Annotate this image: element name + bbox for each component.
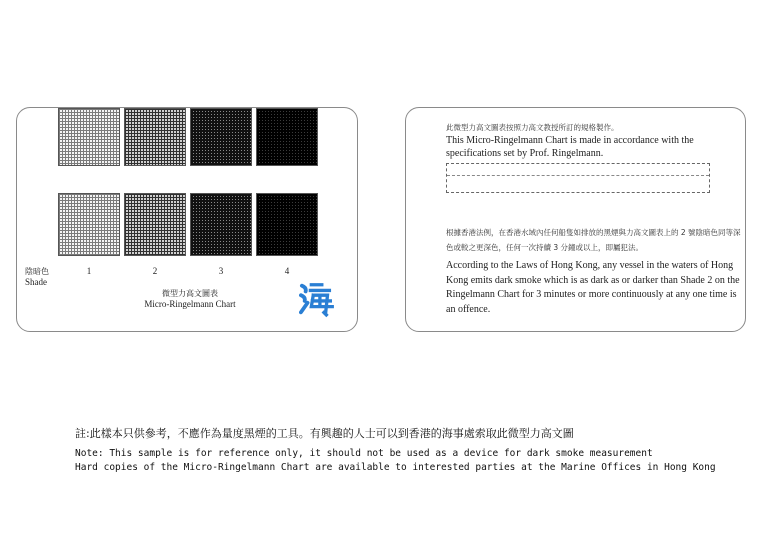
chart-title-zh: 微型力高文圖表 xyxy=(162,289,218,298)
shade-number-4: 4 xyxy=(284,266,290,276)
shade-2-swatch-top xyxy=(124,108,186,166)
blank-dashed-box xyxy=(446,163,710,193)
footer-note-en-line2: Hard copies of the Micro-Ringelmann Chart are available to interested parties at the Marine Offices in Hong Kong xyxy=(75,462,716,473)
shade-number-2: 2 xyxy=(152,266,158,276)
law-text-en: According to the Laws of Hong Kong, any vessel in the waters of Hong Kong emits dark smoke which is as dark as or darker than Shade 2 on the Ringelmann Chart for 3 minutes or more continuously at any one time is an offence. xyxy=(446,260,740,315)
shade-number-3: 3 xyxy=(218,266,224,276)
law-text-zh: 根據香港法例，在香港水域內任何船隻如排放的黑煙與力高文圖表上的 2 號陰暗色同等深色或較之更深色，任何一次持續 3 分鐘或以上，即屬犯法。 xyxy=(446,228,741,252)
spec-text-en: This Micro-Ringelmann Chart is made in accordance with the specifications set by Prof. Ringelmann. xyxy=(446,135,694,159)
footer-note-zh: 註:此樣本只供參考，不應作為量度黑煙的工具。有興趣的人士可以到香港的海事處索取此微型力高文圖 xyxy=(75,427,574,440)
shade-number-1: 1 xyxy=(86,266,92,276)
shade-2-swatch-bottom xyxy=(124,193,186,256)
front-card xyxy=(16,107,358,332)
spec-text-zh: 此微型力高文圖表按照力高文教授所訂的規格製作。 xyxy=(446,123,619,132)
back-card xyxy=(405,107,746,332)
shade-4-swatch-bottom xyxy=(256,193,318,256)
marine-department-logo-icon xyxy=(299,280,337,318)
shade-1-swatch-top xyxy=(58,108,120,166)
footer-note-en-line1: Note: This sample is for reference only, it should not be used as a device for dark smoke measurement xyxy=(75,448,653,459)
shade-label-zh: 陰暗色 xyxy=(25,267,49,276)
shade-3-swatch-top xyxy=(190,108,252,166)
shade-4-swatch-top xyxy=(256,108,318,166)
shade-3-swatch-bottom xyxy=(190,193,252,256)
shade-1-swatch-bottom xyxy=(58,193,120,256)
chart-title-en: Micro-Ringelmann Chart xyxy=(144,299,236,309)
shade-label-en: Shade xyxy=(25,277,47,287)
